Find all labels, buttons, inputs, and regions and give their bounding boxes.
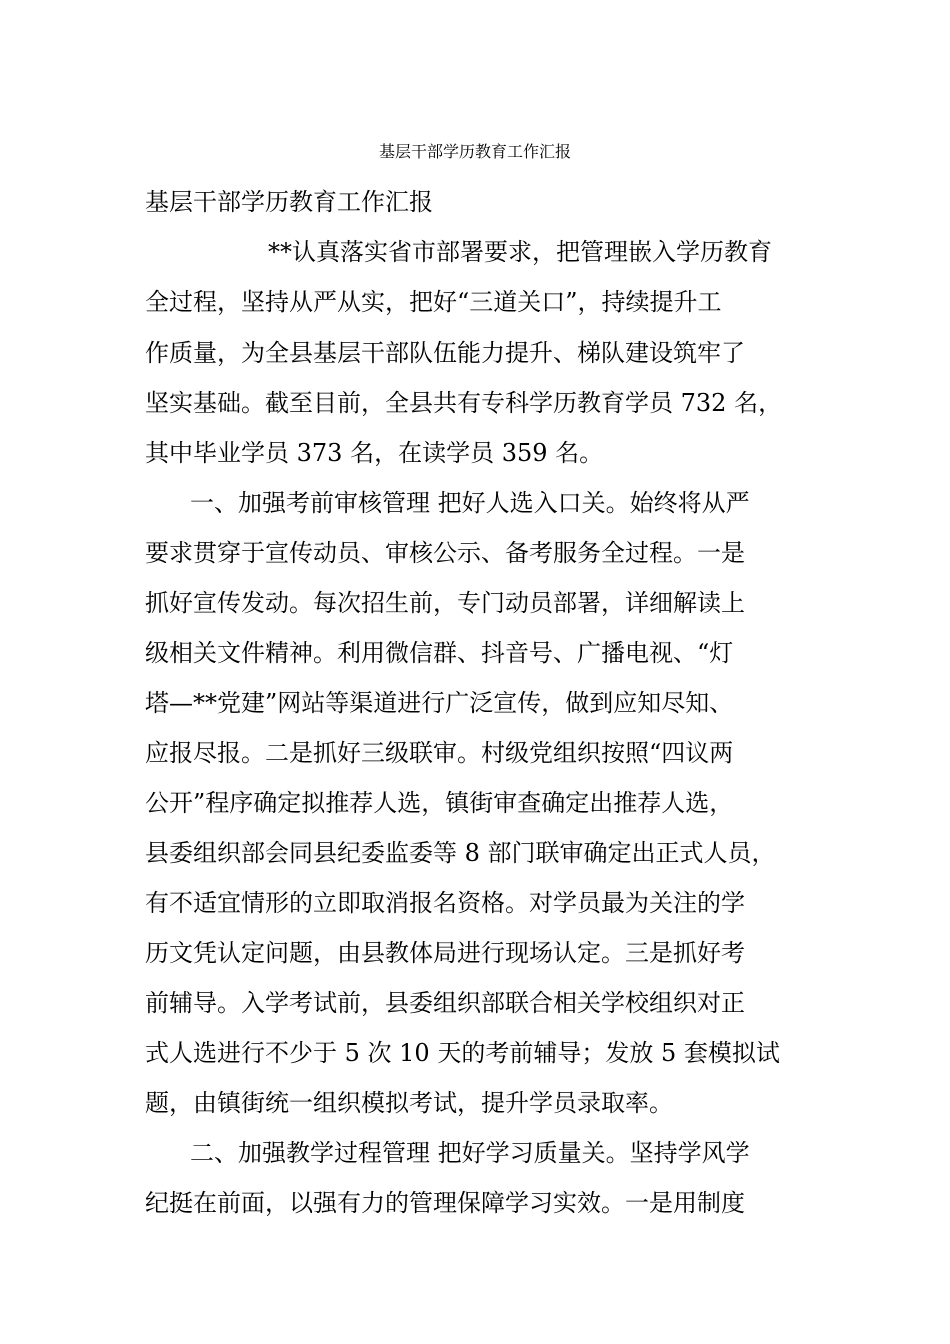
body-line: 式人选进行不少于 5 次 10 天的考前辅导；发放 5 套模拟试 xyxy=(145,1039,780,1067)
body-line: 其中毕业学员 373 名，在读学员 359 名。 xyxy=(145,439,604,467)
body-line: 级相关文件精神。利用微信群、抖音号、广播电视、“灯 xyxy=(145,639,734,667)
body-line: 公开”程序确定拟推荐人选，镇街审查确定出推荐人选， xyxy=(145,789,734,817)
body-line: 一、加强考前审核管理 把好人选入口关。始终将从严 xyxy=(190,489,750,517)
body-line: 有不适宜情形的立即取消报名资格。对学员最为关注的学 xyxy=(145,889,745,917)
body-line: 坚实基础。截至目前，全县共有专科学历教育学员 732 名， xyxy=(145,389,783,417)
body-line: 基层干部学历教育工作汇报 xyxy=(145,188,433,216)
body-line: 抓好宣传发动。每次招生前，专门动员部署，详细解读上 xyxy=(145,589,745,617)
body-line: 纪挺在前面，以强有力的管理保障学习实效。一是用制度 xyxy=(145,1189,745,1217)
body-line: 要求贯穿于宣传动员、审核公示、备考服务全过程。一是 xyxy=(145,539,745,567)
body-line: 题，由镇街统一组织模拟考试，提升学员录取率。 xyxy=(145,1089,673,1117)
body-line: 县委组织部会同县纪委监委等 8 部门联审确定出正式人员， xyxy=(145,839,776,867)
body-line: 应报尽报。二是抓好三级联审。村级党组织按照“四议两 xyxy=(145,739,734,767)
document-title: 基层干部学历教育工作汇报 xyxy=(378,142,571,161)
body-line: **认真落实省市部署要求，把管理嵌入学历教育 xyxy=(268,238,772,266)
body-line: 作质量，为全县基层干部队伍能力提升、梯队建设筑牢了 xyxy=(145,339,745,367)
body-line: 前辅导。入学考试前，县委组织部联合相关学校组织对正 xyxy=(145,989,745,1017)
body-line: 二、加强教学过程管理 把好学习质量关。坚持学风学 xyxy=(190,1139,750,1167)
body-line: 历文凭认定问题，由县教体局进行现场认定。三是抓好考 xyxy=(145,939,745,967)
body-line: 全过程，坚持从严从实，把好“三道关口”，持续提升工 xyxy=(145,288,722,316)
body-line: 塔—**党建”网站等渠道进行广泛宣传，做到应知尽知、 xyxy=(145,689,734,717)
